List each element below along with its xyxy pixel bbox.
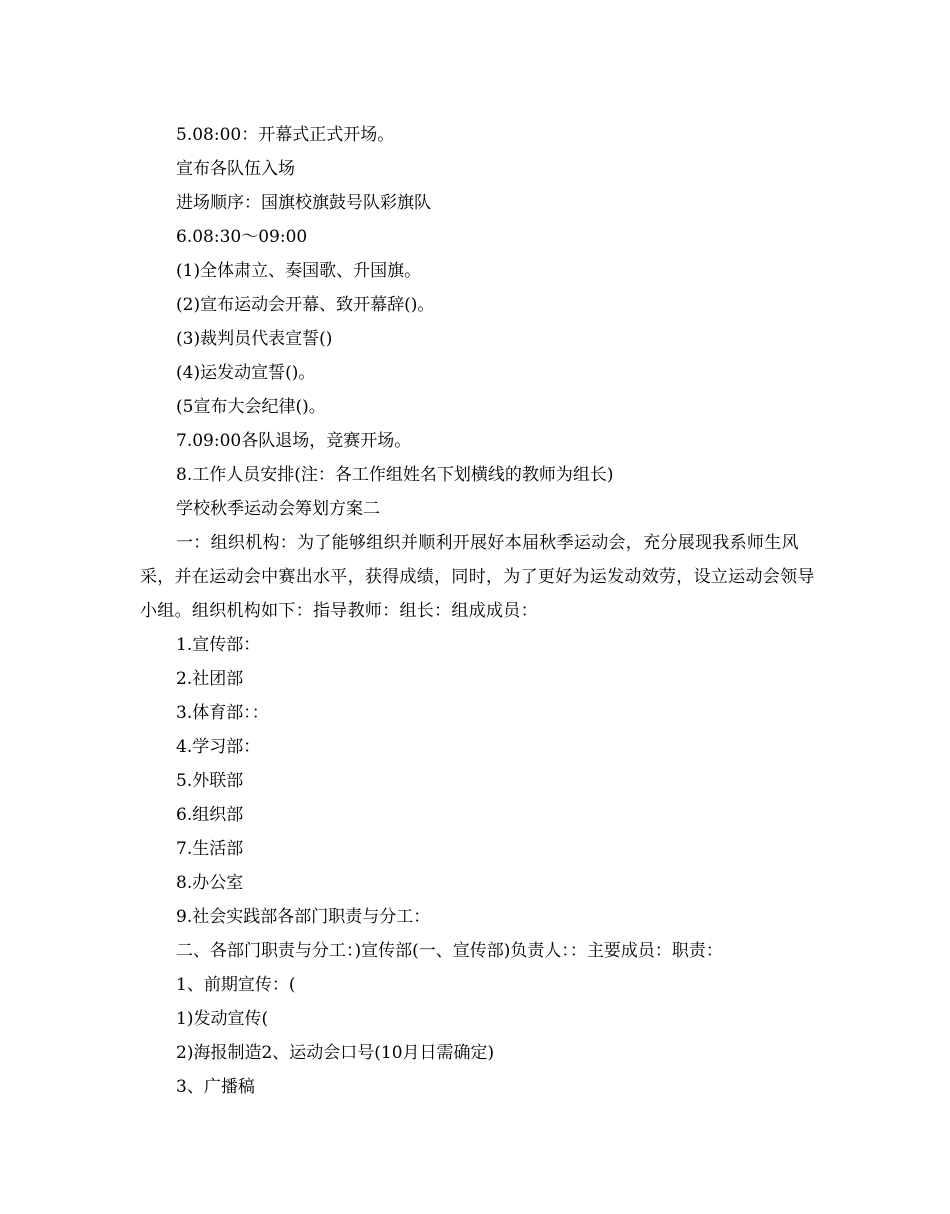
- text-line: 6.08:30～09:00: [176, 227, 308, 247]
- text-line: (4)运发动宣誓()。: [176, 363, 316, 383]
- text-line: 7.09:00各队退场，竞赛开场。: [176, 431, 412, 451]
- document-body: [140, 118, 816, 1104]
- list-item: 3.体育部：：: [176, 703, 269, 723]
- text-line: 1、前期宣传：(: [176, 975, 296, 995]
- text-line: 1)发动宣传(: [176, 1009, 269, 1029]
- list-item: 4.学习部：: [176, 737, 261, 757]
- text-line: 5.08:00：开幕式正式开场。: [176, 125, 395, 145]
- list-item: 6.组织部: [176, 805, 244, 825]
- text-line: 进场顺序：国旗校旗鼓号队彩旗队: [176, 193, 431, 213]
- list-item: 9.社会实践部各部门职责与分工：: [176, 907, 431, 927]
- text-line: 3、广播稿: [176, 1077, 255, 1097]
- list-item: 5.外联部: [176, 771, 244, 791]
- text-line: (1)全体肃立、奏国歌、升国旗。: [176, 261, 422, 281]
- text-line: (5宣布大会纪律()。: [176, 397, 326, 417]
- text-line: 8.工作人员安排(注：各工作组姓名下划横线的教师为组长): [176, 465, 614, 485]
- text-line: 2)海报制造2、运动会口号(10月日需确定): [176, 1043, 495, 1063]
- text-line: 宣布各队伍入场: [176, 159, 295, 179]
- text-line: (2)宣布运动会开幕、致开幕辞()。: [176, 295, 435, 315]
- list-item: 1.宣传部：: [176, 635, 261, 655]
- organization-paragraph: 一：组织机构：为了能够组织并顺利开展好本届秋季运动会，充分展现我系师生风采，并在运动会中赛出水平，获得成绩，同时，为了更好为运发动效劳，设立运动会领导小组。组织机构如下：指导教师：组长：组成成员：: [140, 533, 815, 621]
- text-line: (3)裁判员代表宣誓(): [176, 329, 333, 349]
- list-item: 2.社团部: [176, 669, 244, 689]
- list-item: 7.生活部: [176, 839, 244, 859]
- list-item: 8.办公室: [176, 873, 244, 893]
- text-line: 二、各部门职责与分工：)宣传部(一、宣传部)负责人：：主要成员：职责：: [176, 941, 723, 961]
- section-heading: 学校秋季运动会筹划方案二: [176, 499, 380, 519]
